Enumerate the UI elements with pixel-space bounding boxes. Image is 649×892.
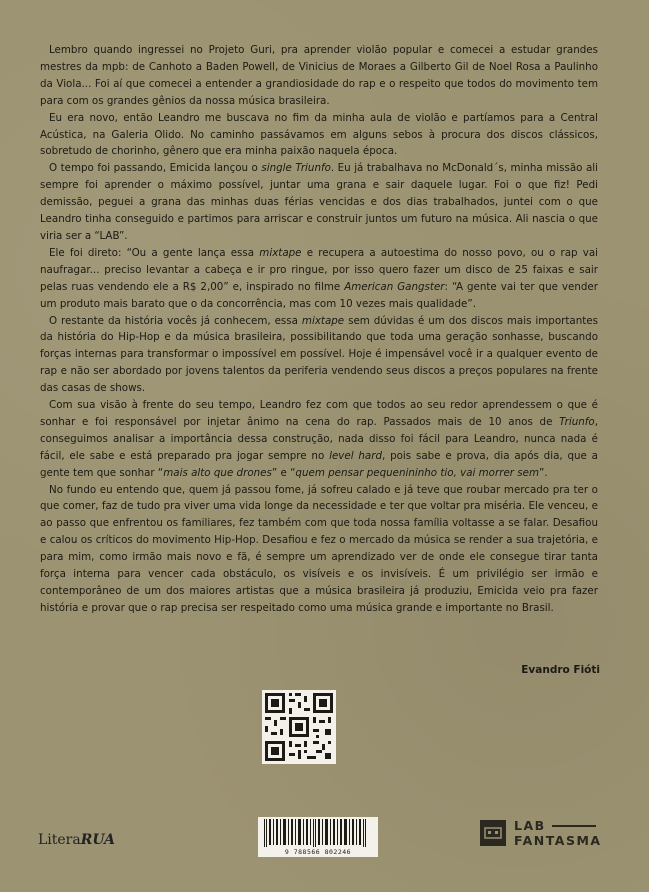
lab-fantasma-logo [480,818,602,848]
paragraph-4: Ele foi direto: “Ou a gente lança essa mixtape e recupera a autoestima do nosso povo, ou o rap vai naufragar... preciso levantar a cabeça e ir pro ringue, por isso quero fazer um disco de 25 faixas e sair pelas ruas vendendo ele a R$ 2,00” e, inspirado no filme American Gangster: “A gente vai ter que vender um produto mais barato que o da concorrência, mas com 10 vezes mais qualidade”. [40,246,598,310]
qr-code-icon[interactable] [262,690,336,764]
paragraph-1: Lembro quando ingressei no Projeto Guri, pra aprender violão popular e comecei a estudar grandes mestres da mpb: de Canhoto a Baden Powell, de Vinicius de Moraes a Gilberto Gil de Noel Rosa a Paulinho da Viola... Foi aí que comecei a entender a grandiosidade do rap e o respeito que todos do movimento tem para com os grandes gênios da nossa música brasileira. [40,44,598,107]
fantasma-text: FANTASMA [514,833,602,848]
barcode-number: 9 788566 802246 [284,848,352,856]
lab-text: LAB [514,818,546,833]
signature: Evandro Fióti [521,664,600,676]
paragraph-6: Com sua visão à frente do seu tempo, Leandro fez com que todos ao seu redor aprendessem o que é sonhar e foi responsável por injetar ânimo na cena do rap. Passados mais de 10 anos de Triunfo, conseguimos analisar a importância dessa construção, nada disso foi fácil para Leandro, nunca nada é fácil, ele sabe e está preparado pra jogar sempre no level hard, pois sabe e prova, dia após dia, que a gente tem que sonhar “mais alto que drones” e “quem pensar pequenininho tio, vai morrer sem”. [40,399,598,479]
barcode [258,817,378,857]
paragraph-7: No fundo eu entendo que, quem já passou fome, já sofreu calado e já teve que roubar mercado pra ter o que comer, faz de tudo pra viver uma vida longe da necessidade e ter que voltar pra miséria. Ele venceu, e ao passo que enfrentou os familiares, fez também com que toda nossa família voltasse a se falar. Desafiou e calou os críticos do movimento Hip-Hop. Desafiou e fez o mercado da música se render a sua trajetória, e para mim, como irmão mais novo e fã, é sempre um aprendizado ver de onde ele consegue tirar tanta força interna para vencer cada obstáculo, os visíveis e os invisíveis. É um privilégio ser irmão e contemporâneo de um dos maiores artistas que a música brasileira já produziu, Emicida veio pra fazer história e provar que o rap precisa ser respeitado como uma música grande e importante no Brasil. [40,483,598,614]
paragraph-3: O tempo foi passando, Emicida lançou o single Triunfo. Eu já trabalhava no McDonald´s, minha missão ali sempre foi aprender o máximo possível, juntar uma grana e sair daquele lugar. Foi o que fiz! Pedi demissão, peguei a grana das minhas duas férias vencidas e dos dias trabalhados, juntei com o que Leandro tinha conseguido e partimos para arriscar e construir juntos um futuro na música. Ali nascia o que viria ser a “LAB”. [40,162,598,242]
paragraph-5: O restante da história vocês já conhecem, essa mixtape sem dúvidas é um dos discos mais importantes da história do Hip-Hop e da música brasileira, possibilitando que toda uma geração sonhasse, buscando forças internas para transformar o impossível em possível. Hoje é impensável você ir a qualquer evento de rap e não ser abordado por jovens talentos da periferia vendendo seus discos a preços populares na frente das casas de shows. [40,314,598,395]
lab-fantasma-icon [480,820,506,846]
literarua-logo: LiteraRUA [38,832,116,848]
paragraph-2: Eu era novo, então Leandro me buscava no fim da minha aula de violão e partíamos para a Central Acústica, na Galeria Olido. No caminho passávamos em alguns sebos à procura dos discos clássicos, sobretudo de chorinho, gênero que era minha paixão naquela época. [40,111,598,158]
back-cover-text [40,42,598,617]
